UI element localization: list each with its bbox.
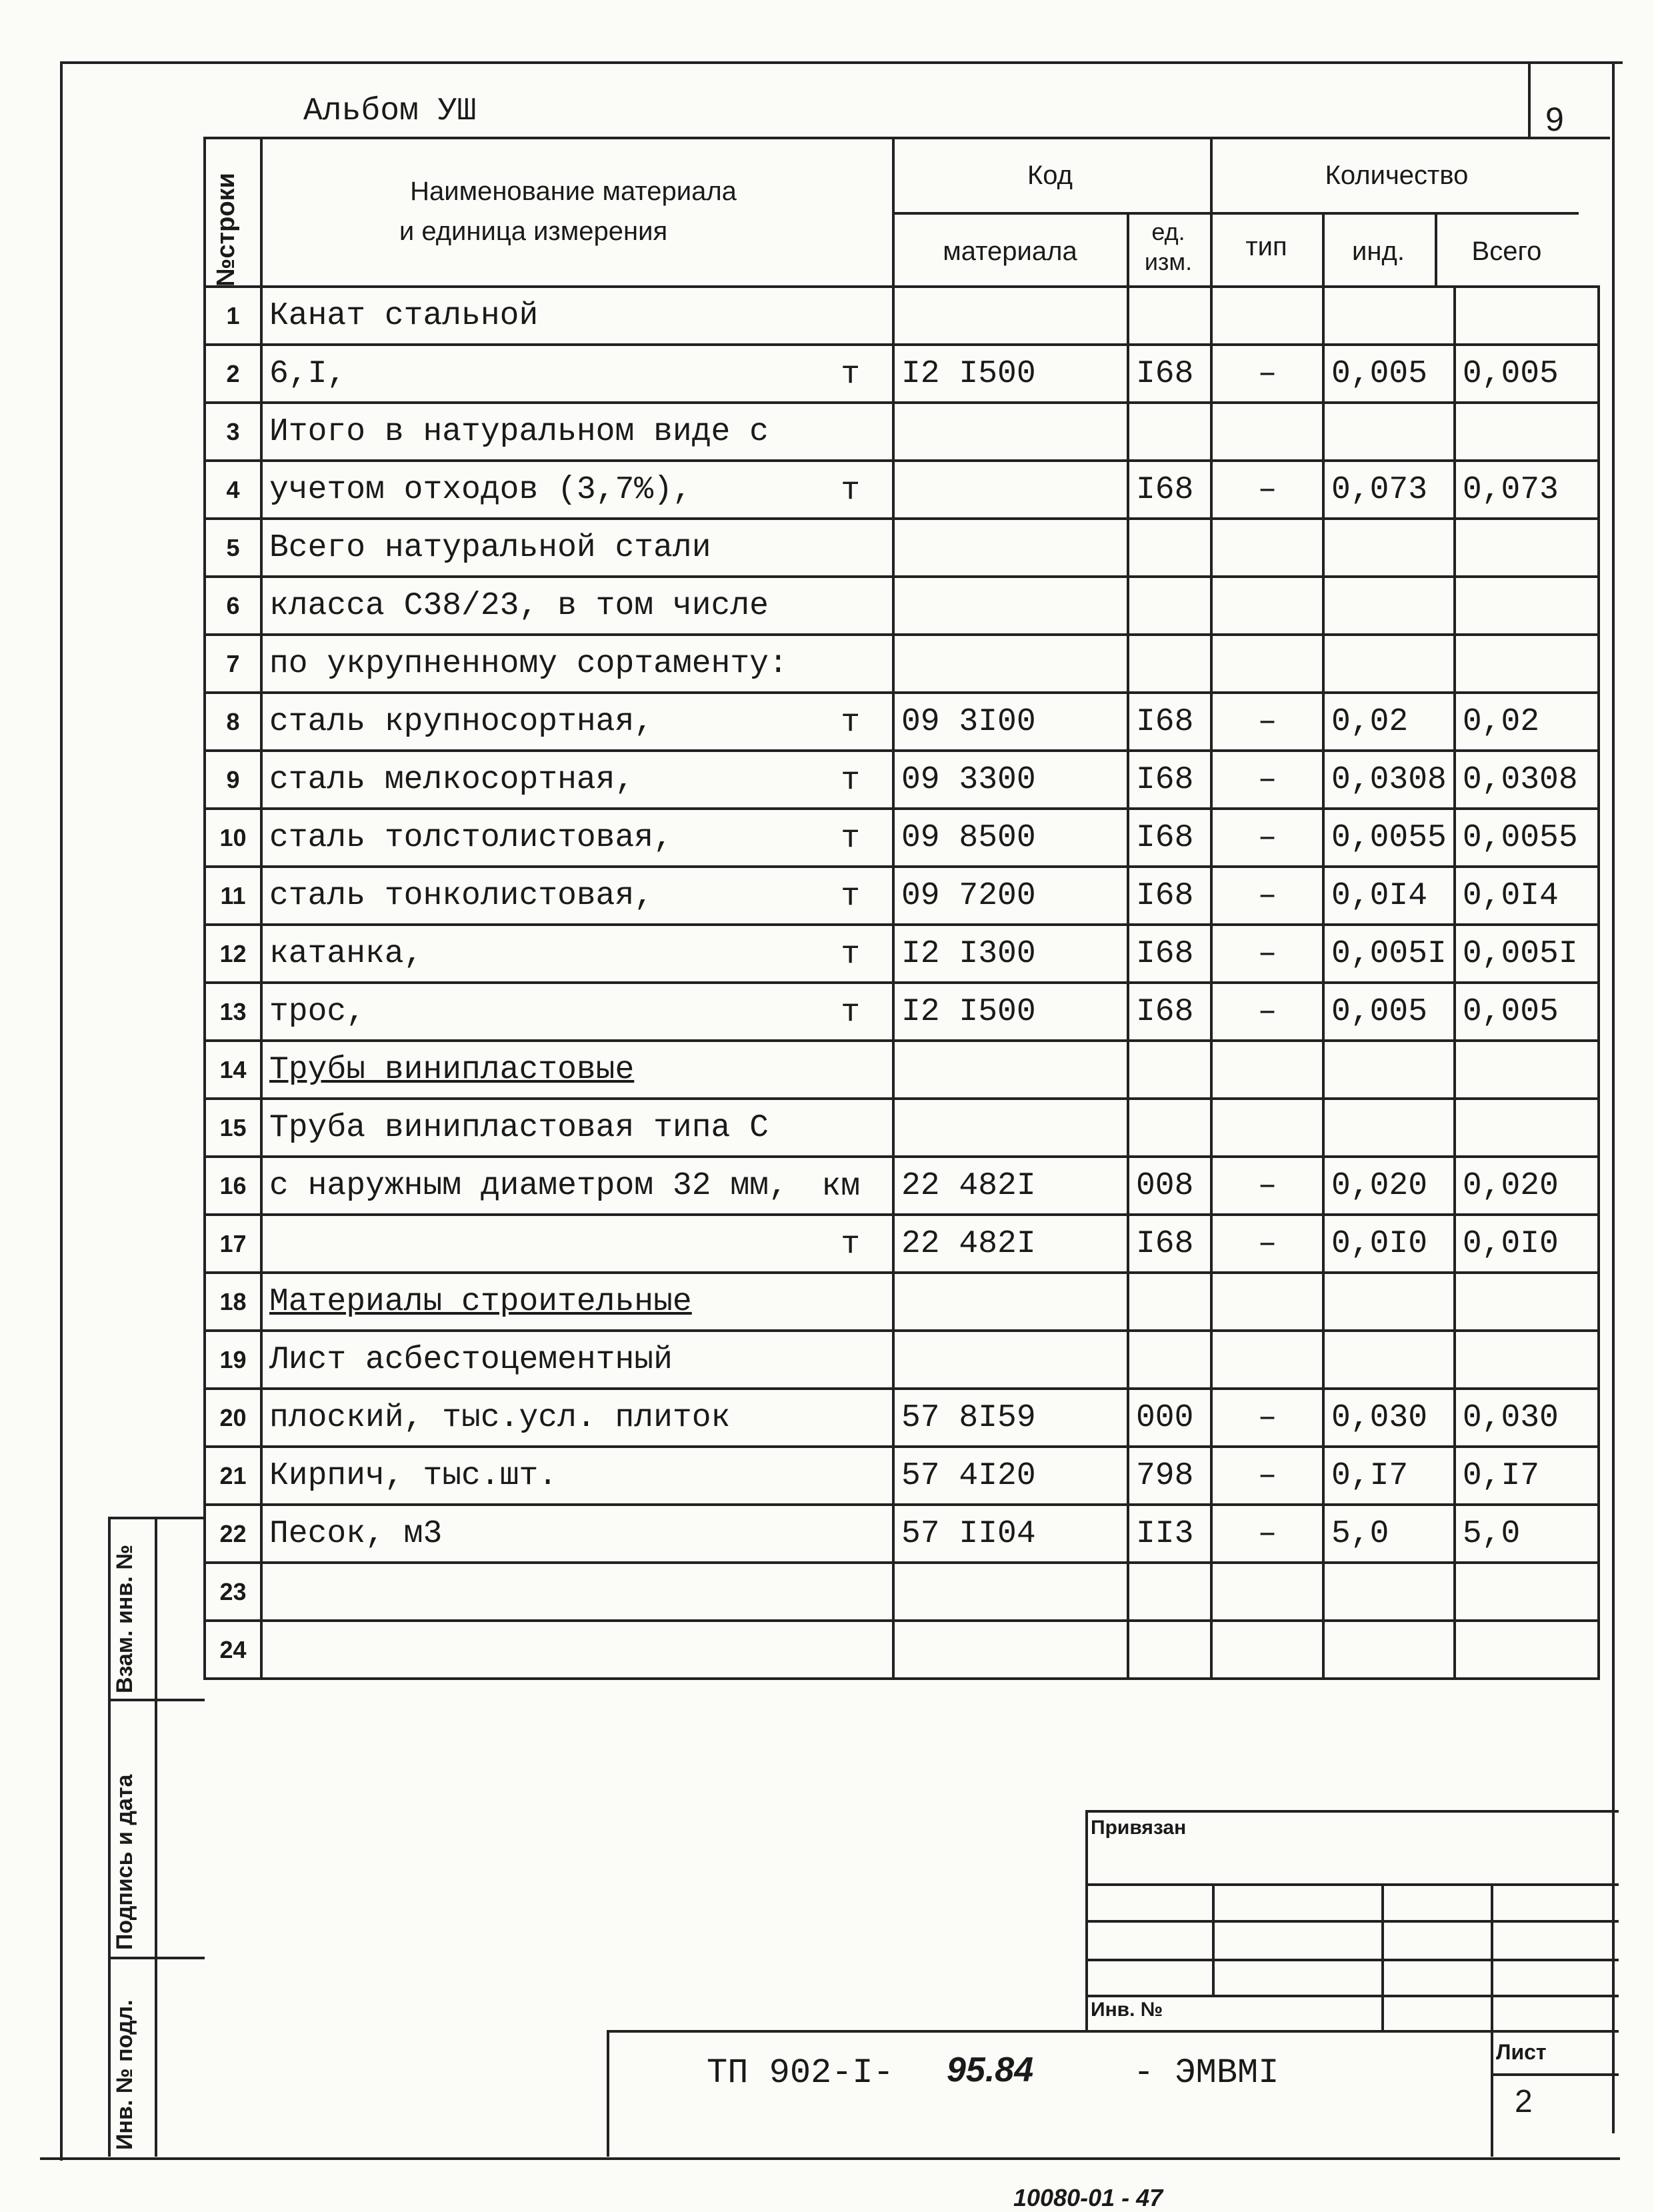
doc-code-suffix: - ЭМВМI bbox=[1133, 2053, 1279, 2093]
type-qty: – bbox=[1211, 1157, 1323, 1215]
row-number: 13 bbox=[205, 983, 261, 1041]
material-name-cell bbox=[261, 1215, 893, 1273]
unit-code bbox=[1128, 635, 1211, 693]
header-left bbox=[203, 137, 206, 287]
table-row bbox=[205, 1505, 1599, 1563]
material-name-cell bbox=[261, 867, 893, 925]
ind-qty: 0,02 bbox=[1323, 693, 1455, 751]
material-code bbox=[893, 1331, 1128, 1389]
table-row bbox=[205, 1273, 1599, 1331]
total-qty: 0,0I0 bbox=[1455, 1215, 1599, 1273]
unit-code: II3 bbox=[1128, 1505, 1211, 1563]
side-sep-2 bbox=[108, 1699, 205, 1701]
material-name-cell bbox=[261, 809, 893, 867]
material-code: 09 8500 bbox=[893, 809, 1128, 867]
material-name: Песок, м3 bbox=[269, 1515, 443, 1552]
row-number: 5 bbox=[205, 519, 261, 577]
unit-of-measure: т bbox=[841, 1227, 860, 1263]
list-label: Лист bbox=[1496, 2040, 1547, 2064]
side-column-left bbox=[108, 1517, 111, 2157]
row-number: 21 bbox=[205, 1447, 261, 1505]
materials-table bbox=[203, 285, 1600, 1680]
unit-code bbox=[1128, 1099, 1211, 1157]
material-code: 09 3300 bbox=[893, 751, 1128, 809]
total-qty bbox=[1455, 1563, 1599, 1621]
total-qty: 0,005I bbox=[1455, 925, 1599, 983]
unit-code bbox=[1128, 1621, 1211, 1679]
material-name-cell bbox=[261, 287, 893, 345]
total-qty: 0,030 bbox=[1455, 1389, 1599, 1447]
material-name-cell bbox=[261, 345, 893, 403]
ind-qty: 0,005I bbox=[1323, 925, 1455, 983]
material-code: I2 I500 bbox=[893, 983, 1128, 1041]
ind-qty bbox=[1323, 287, 1455, 345]
material-name: сталь толстолистовая, bbox=[269, 819, 673, 856]
table-row bbox=[205, 1447, 1599, 1505]
material-code bbox=[893, 1041, 1128, 1099]
type-qty: – bbox=[1211, 1447, 1323, 1505]
bottom-inventory-text: 10080-01 - 47 bbox=[1013, 2184, 1163, 2211]
material-name-cell bbox=[261, 1621, 893, 1679]
material-name-cell bbox=[261, 635, 893, 693]
table-row bbox=[205, 925, 1599, 983]
side-sep-1 bbox=[108, 1517, 205, 1519]
unit-code bbox=[1128, 403, 1211, 461]
type-qty: – bbox=[1211, 693, 1323, 751]
row-number: 3 bbox=[205, 403, 261, 461]
type-qty: – bbox=[1211, 1215, 1323, 1273]
total-qty bbox=[1455, 403, 1599, 461]
total-qty bbox=[1455, 1331, 1599, 1389]
type-header: тип bbox=[1245, 232, 1287, 261]
list-value: 2 bbox=[1515, 2084, 1533, 2119]
total-qty: 0,0I4 bbox=[1455, 867, 1599, 925]
type-qty: – bbox=[1211, 983, 1323, 1041]
table-row bbox=[205, 519, 1599, 577]
unit-code bbox=[1128, 577, 1211, 635]
ind-qty: 0,0055 bbox=[1323, 809, 1455, 867]
row-number: 2 bbox=[205, 345, 261, 403]
ind-qty: 0,0I0 bbox=[1323, 1215, 1455, 1273]
type-qty bbox=[1211, 635, 1323, 693]
type-qty bbox=[1211, 1563, 1323, 1621]
material-name: сталь тонколистовая, bbox=[269, 877, 654, 914]
total-qty bbox=[1455, 1621, 1599, 1679]
material-name-cell bbox=[261, 1447, 893, 1505]
ind-qty bbox=[1323, 519, 1455, 577]
total-qty: 0,0055 bbox=[1455, 809, 1599, 867]
unit-code: I68 bbox=[1128, 983, 1211, 1041]
unit-of-measure: т bbox=[841, 763, 860, 799]
table-row bbox=[205, 1099, 1599, 1157]
ind-qty: 0,0I4 bbox=[1323, 867, 1455, 925]
table-row bbox=[205, 287, 1599, 345]
unit-code bbox=[1128, 1563, 1211, 1621]
side-label-vzam: Взам. инв. № bbox=[112, 1544, 137, 1693]
album-title: Альбом УШ bbox=[303, 93, 477, 129]
unit-code: I68 bbox=[1128, 925, 1211, 983]
material-code bbox=[893, 1563, 1128, 1621]
material-name: Труба винипластовая типа С bbox=[269, 1109, 769, 1146]
table-row bbox=[205, 1215, 1599, 1273]
type-qty: – bbox=[1211, 461, 1323, 519]
row-number: 17 bbox=[205, 1215, 261, 1273]
tb-line-3 bbox=[1085, 1920, 1619, 1923]
header-ed-divider bbox=[1127, 212, 1129, 287]
ind-qty: 0,005 bbox=[1323, 345, 1455, 403]
material-name: Кирпич, тыс.шт. bbox=[269, 1457, 558, 1494]
material-name-cell bbox=[261, 1157, 893, 1215]
material-name-cell bbox=[261, 1331, 893, 1389]
ind-qty: 0,0308 bbox=[1323, 751, 1455, 809]
unit-code: I68 bbox=[1128, 693, 1211, 751]
type-qty bbox=[1211, 1273, 1323, 1331]
material-name: сталь крупносортная, bbox=[269, 703, 654, 740]
total-qty bbox=[1455, 635, 1599, 693]
material-name-cell bbox=[261, 925, 893, 983]
material-name: катанка, bbox=[269, 935, 423, 972]
frame-header-line bbox=[203, 137, 1610, 139]
ind-qty bbox=[1323, 1273, 1455, 1331]
material-code: I2 I500 bbox=[893, 345, 1128, 403]
unit-code: I68 bbox=[1128, 867, 1211, 925]
unit-code: I68 bbox=[1128, 461, 1211, 519]
table-row bbox=[205, 1621, 1599, 1679]
total-header: Всего bbox=[1471, 237, 1542, 266]
material-code bbox=[893, 1273, 1128, 1331]
material-code: 57 4I20 bbox=[893, 1447, 1128, 1505]
tb-v-code-left bbox=[607, 2030, 609, 2157]
row-number: 4 bbox=[205, 461, 261, 519]
table-row bbox=[205, 693, 1599, 751]
row-number: 9 bbox=[205, 751, 261, 809]
total-qty bbox=[1455, 1273, 1599, 1331]
material-name-cell bbox=[261, 1099, 893, 1157]
side-column-right bbox=[155, 1517, 157, 2157]
unit-code bbox=[1128, 519, 1211, 577]
type-qty: – bbox=[1211, 867, 1323, 925]
tb-v-2 bbox=[1381, 1883, 1384, 2030]
unit-code: I68 bbox=[1128, 809, 1211, 867]
ind-header: инд. bbox=[1352, 237, 1405, 266]
privyazan-label: Привязан bbox=[1091, 1817, 1187, 1839]
type-qty: – bbox=[1211, 1389, 1323, 1447]
material-name-cell bbox=[261, 519, 893, 577]
material-code bbox=[893, 287, 1128, 345]
unit-of-measure: т bbox=[841, 879, 860, 915]
ind-qty bbox=[1323, 1621, 1455, 1679]
unit-of-measure: т bbox=[841, 995, 860, 1031]
material-name-cell bbox=[261, 577, 893, 635]
total-qty: 0,005 bbox=[1455, 345, 1599, 403]
material-name: Всего натуральной стали bbox=[269, 529, 711, 566]
tb-v-3 bbox=[1491, 1883, 1493, 2157]
unit-code bbox=[1128, 1331, 1211, 1389]
type-qty bbox=[1211, 1099, 1323, 1157]
side-label-inv: Инв. № подл. bbox=[112, 1999, 137, 2150]
material-name: Материалы строительные bbox=[269, 1283, 692, 1320]
table-row bbox=[205, 403, 1599, 461]
row-number-header: №строки bbox=[212, 173, 240, 287]
material-name: класса С38/23, в том числе bbox=[269, 587, 769, 624]
unit-code: I68 bbox=[1128, 345, 1211, 403]
name-header-line1: Наименование материала bbox=[410, 177, 737, 206]
material-name-cell bbox=[261, 983, 893, 1041]
ind-qty bbox=[1323, 403, 1455, 461]
type-qty: – bbox=[1211, 925, 1323, 983]
table-row bbox=[205, 983, 1599, 1041]
material-name-cell bbox=[261, 1563, 893, 1621]
material-name: трос, bbox=[269, 993, 366, 1030]
total-qty bbox=[1455, 287, 1599, 345]
type-qty: – bbox=[1211, 1505, 1323, 1563]
type-qty bbox=[1211, 577, 1323, 635]
ind-qty: 0,005 bbox=[1323, 983, 1455, 1041]
type-qty bbox=[1211, 287, 1323, 345]
row-number: 12 bbox=[205, 925, 261, 983]
total-qty bbox=[1455, 1041, 1599, 1099]
material-name: Канат стальной bbox=[269, 297, 539, 334]
material-code bbox=[893, 635, 1128, 693]
doc-code-prefix: ТП 902-I- bbox=[707, 2053, 894, 2093]
unit-header: ед. изм. bbox=[1144, 218, 1193, 275]
type-qty: – bbox=[1211, 345, 1323, 403]
type-qty: – bbox=[1211, 809, 1323, 867]
table-row bbox=[205, 1041, 1599, 1099]
table-row bbox=[205, 751, 1599, 809]
tb-v-1 bbox=[1212, 1883, 1215, 1997]
ind-qty: 0,073 bbox=[1323, 461, 1455, 519]
table-row bbox=[205, 461, 1599, 519]
code-header: Код bbox=[1027, 161, 1073, 190]
ind-qty bbox=[1323, 577, 1455, 635]
type-qty bbox=[1211, 403, 1323, 461]
type-qty: – bbox=[1211, 751, 1323, 809]
ind-qty: 5,0 bbox=[1323, 1505, 1455, 1563]
unit-code bbox=[1128, 1041, 1211, 1099]
table-row bbox=[205, 1563, 1599, 1621]
row-number: 16 bbox=[205, 1157, 261, 1215]
row-number: 20 bbox=[205, 1389, 261, 1447]
material-name: с наружным диаметром 32 мм, bbox=[269, 1167, 788, 1204]
unit-code: I68 bbox=[1128, 751, 1211, 809]
total-qty: 0,0308 bbox=[1455, 751, 1599, 809]
material-name-cell bbox=[261, 693, 893, 751]
table-row bbox=[205, 1331, 1599, 1389]
doc-code-handwritten: 95.84 bbox=[947, 2051, 1034, 2089]
tb-line-5 bbox=[1085, 1995, 1619, 1997]
total-qty: 0,020 bbox=[1455, 1157, 1599, 1215]
unit-of-measure: т bbox=[841, 821, 860, 857]
material-header: материала bbox=[943, 237, 1077, 266]
row-number: 19 bbox=[205, 1331, 261, 1389]
material-name: Итого в натуральном виде с bbox=[269, 413, 769, 450]
material-code bbox=[893, 461, 1128, 519]
ind-qty: 0,030 bbox=[1323, 1389, 1455, 1447]
ind-qty bbox=[1323, 635, 1455, 693]
table-row bbox=[205, 577, 1599, 635]
material-code: I2 I300 bbox=[893, 925, 1128, 983]
side-sep-3 bbox=[108, 1957, 205, 1959]
ind-qty bbox=[1323, 1331, 1455, 1389]
tb-line-4 bbox=[1085, 1959, 1619, 1961]
material-code bbox=[893, 403, 1128, 461]
unit-of-measure: км bbox=[821, 1169, 860, 1205]
unit-code: 000 bbox=[1128, 1389, 1211, 1447]
table-row bbox=[205, 1157, 1599, 1215]
total-qty bbox=[1455, 577, 1599, 635]
material-code bbox=[893, 577, 1128, 635]
material-code: 09 3I00 bbox=[893, 693, 1128, 751]
table-row bbox=[205, 867, 1599, 925]
row-number: 8 bbox=[205, 693, 261, 751]
material-name: 6,I, bbox=[269, 355, 347, 392]
material-code: 57 8I59 bbox=[893, 1389, 1128, 1447]
material-name-cell bbox=[261, 1505, 893, 1563]
table-row bbox=[205, 635, 1599, 693]
total-qty bbox=[1455, 519, 1599, 577]
row-number: 15 bbox=[205, 1099, 261, 1157]
material-name-cell bbox=[261, 403, 893, 461]
ind-qty bbox=[1323, 1099, 1455, 1157]
material-code: 22 482I bbox=[893, 1157, 1128, 1215]
unit-code: 798 bbox=[1128, 1447, 1211, 1505]
table-row bbox=[205, 345, 1599, 403]
unit-code bbox=[1128, 1273, 1211, 1331]
material-name-cell bbox=[261, 1273, 893, 1331]
tb-v-left bbox=[1085, 1810, 1088, 2030]
unit-code bbox=[1128, 287, 1211, 345]
unit-code: 008 bbox=[1128, 1157, 1211, 1215]
table-row bbox=[205, 1389, 1599, 1447]
material-name: плоский, тыс.усл. плиток bbox=[269, 1399, 731, 1436]
material-name: Трубы винипластовые bbox=[269, 1051, 635, 1088]
unit-of-measure: т bbox=[841, 473, 860, 509]
row-number: 11 bbox=[205, 867, 261, 925]
material-name-cell bbox=[261, 751, 893, 809]
total-qty: 0,02 bbox=[1455, 693, 1599, 751]
ind-qty: 0,020 bbox=[1323, 1157, 1455, 1215]
page-number: 9 bbox=[1545, 101, 1564, 138]
total-qty: 5,0 bbox=[1455, 1505, 1599, 1563]
inv-no-label: Инв. № bbox=[1091, 1999, 1163, 2021]
material-code bbox=[893, 1621, 1128, 1679]
total-qty: 0,005 bbox=[1455, 983, 1599, 1041]
row-number: 22 bbox=[205, 1505, 261, 1563]
material-name: сталь мелкосортная, bbox=[269, 761, 635, 798]
row-number: 14 bbox=[205, 1041, 261, 1099]
type-qty bbox=[1211, 519, 1323, 577]
type-qty bbox=[1211, 1331, 1323, 1389]
header-name-divider bbox=[260, 137, 263, 287]
ind-qty bbox=[1323, 1041, 1455, 1099]
tb-list-sep bbox=[1491, 2073, 1619, 2076]
tb-line-2 bbox=[1085, 1883, 1619, 1886]
unit-code: I68 bbox=[1128, 1215, 1211, 1273]
row-number: 23 bbox=[205, 1563, 261, 1621]
row-number: 7 bbox=[205, 635, 261, 693]
unit-of-measure: т bbox=[841, 357, 860, 393]
tb-top bbox=[1085, 1810, 1619, 1813]
material-name: Лист асбестоцементный bbox=[269, 1341, 673, 1378]
row-number: 6 bbox=[205, 577, 261, 635]
material-name-cell bbox=[261, 1389, 893, 1447]
material-name: учетом отходов (3,7%), bbox=[269, 471, 692, 508]
frame-right-line-lower bbox=[1612, 133, 1615, 2133]
material-name-cell bbox=[261, 461, 893, 519]
material-code: 09 7200 bbox=[893, 867, 1128, 925]
material-code: 57 II04 bbox=[893, 1505, 1128, 1563]
material-code bbox=[893, 519, 1128, 577]
unit-of-measure: т bbox=[841, 937, 860, 973]
material-code bbox=[893, 1099, 1128, 1157]
total-qty bbox=[1455, 1099, 1599, 1157]
header-sub-line bbox=[892, 212, 1579, 215]
header-ind-divider bbox=[1322, 212, 1325, 287]
frame-right-line bbox=[1612, 61, 1615, 135]
type-qty bbox=[1211, 1041, 1323, 1099]
header-total-divider bbox=[1435, 212, 1437, 287]
material-name: по укрупненному сортаменту: bbox=[269, 645, 788, 682]
material-name-cell bbox=[261, 1041, 893, 1099]
total-qty: 0,I7 bbox=[1455, 1447, 1599, 1505]
frame-bottom-line bbox=[40, 2157, 1620, 2160]
total-qty: 0,073 bbox=[1455, 461, 1599, 519]
material-code: 22 482I bbox=[893, 1215, 1128, 1273]
row-number: 1 bbox=[205, 287, 261, 345]
row-number: 10 bbox=[205, 809, 261, 867]
ind-qty: 0,I7 bbox=[1323, 1447, 1455, 1505]
ind-qty bbox=[1323, 1563, 1455, 1621]
tb-line-6 bbox=[607, 2030, 1619, 2033]
side-label-podpis: Подпись и дата bbox=[112, 1774, 137, 1950]
type-qty bbox=[1211, 1621, 1323, 1679]
name-header-line2: и единица измерения bbox=[399, 217, 668, 246]
page-number-divider bbox=[1528, 61, 1531, 137]
table-row bbox=[205, 809, 1599, 867]
quantity-header: Количество bbox=[1325, 161, 1469, 190]
row-number: 18 bbox=[205, 1273, 261, 1331]
unit-of-measure: т bbox=[841, 705, 860, 741]
row-number: 24 bbox=[205, 1621, 261, 1679]
